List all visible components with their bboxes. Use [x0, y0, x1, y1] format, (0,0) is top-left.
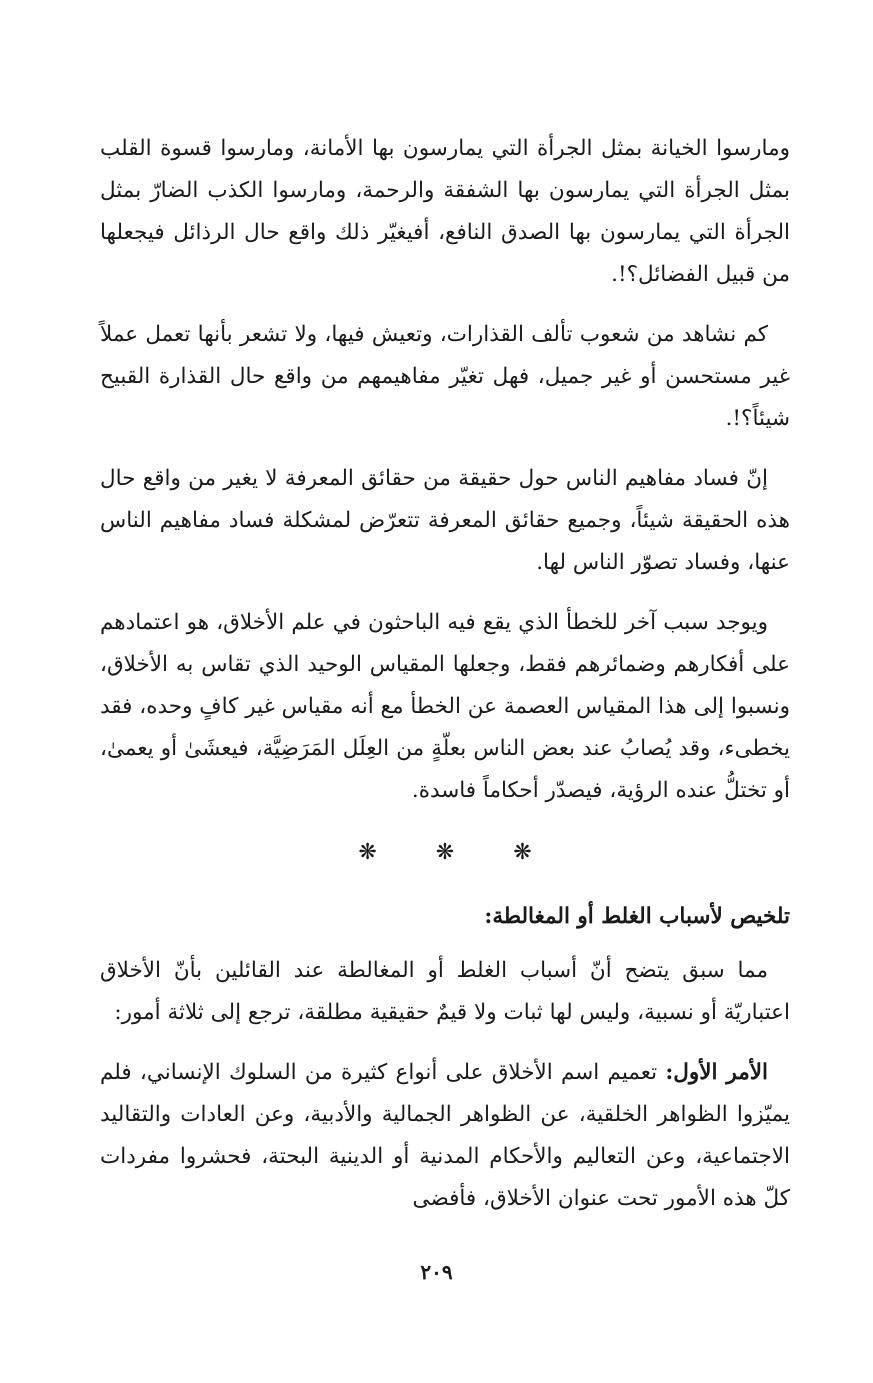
- paragraph-3: إنّ فساد مفاهيم الناس حول حقيقة من حقائق المعرفة لا يغير من واقع حال هذه الحقيقة شيئاً، وجميع حقائق المعرفة تتعرّض لمشكلة فساد مفاهيم الناس عنها، وفساد تصوّر الناس لها.: [100, 466, 790, 575]
- paragraph-6-text: تعميم اسم الأخلاق على أنواع كثيرة من السلوك الإنساني، فلم يميّزوا الظواهر الخلقية، عن الظواهر الجمالية والأدبية، وعن العادات والتقاليد الاجتماعية، وعن التعاليم والأحكام المدنية أو الدينية البحتة، فحشروا مفردات كلّ هذه الأمور تحت عنوان الأخلاق، فأفضى: [100, 1060, 790, 1211]
- section-heading: تلخيص لأسباب الغلط أو المغالطة:: [484, 904, 790, 929]
- page-number: ٢٠٩: [420, 1260, 453, 1284]
- paragraph-6: [100, 1052, 790, 1220]
- paragraph-4: ويوجد سبب آخر للخطأ الذي يقع فيه الباحثون في علم الأخلاق، هو اعتمادهم على أفكارهم وضمائرهم فقط، وجعلها المقياس الوحيد الذي تقاس به الأخلاق، ونسبوا إلى هذا المقياس العصمة عن الخطأ مع أنه مقياس غير كافٍ وحده، فقد يخطىء، وقد يُصابُ عند بعض الناس بعلّةٍ من العِلَل المَرَضِيَّة، فيعشَىٰ أو يعمىٰ، أو تختلُّ عنده الرؤية، فيصدّر أحكاماً فاسدة.: [100, 610, 790, 803]
- paragraph-2: كم نشاهد من شعوب تألف القذارات، وتعيش فيها، ولا تشعر بأنها تعمل عملاً غير مستحسن أو غير جميل، فهل تغيّر مفاهيمهم من واقع حال القذارة القبيح شيئاً؟!.: [100, 322, 790, 431]
- text-body: [100, 128, 790, 1238]
- paragraph-5: مما سبق يتضح أنّ أسباب الغلط أو المغالطة عند القائلين بأنّ الأخلاق اعتباريّة أو نسبية، وليس لها ثبات ولا قيمٌ حقيقية مطلقة، ترجع إلى ثلاثة أمور:: [100, 958, 790, 1025]
- section-separator: ❋ ❋ ❋: [358, 840, 558, 865]
- paragraph-6-lead: الأمر الأول:: [665, 1060, 768, 1085]
- paragraph-1: ومارسوا الخيانة بمثل الجرأة التي يمارسون بها الأمانة، ومارسوا قسوة القلب بمثل الجرأة التي يمارسون بها الشفقة والرحمة، ومارسوا الكذب الضارّ بمثل الجرأة التي يمارسون بها الصدق النافع، أفيغيّر ذلك واقع حال الرذائل فيجعلها من قبيل الفضائل؟!.: [100, 136, 790, 287]
